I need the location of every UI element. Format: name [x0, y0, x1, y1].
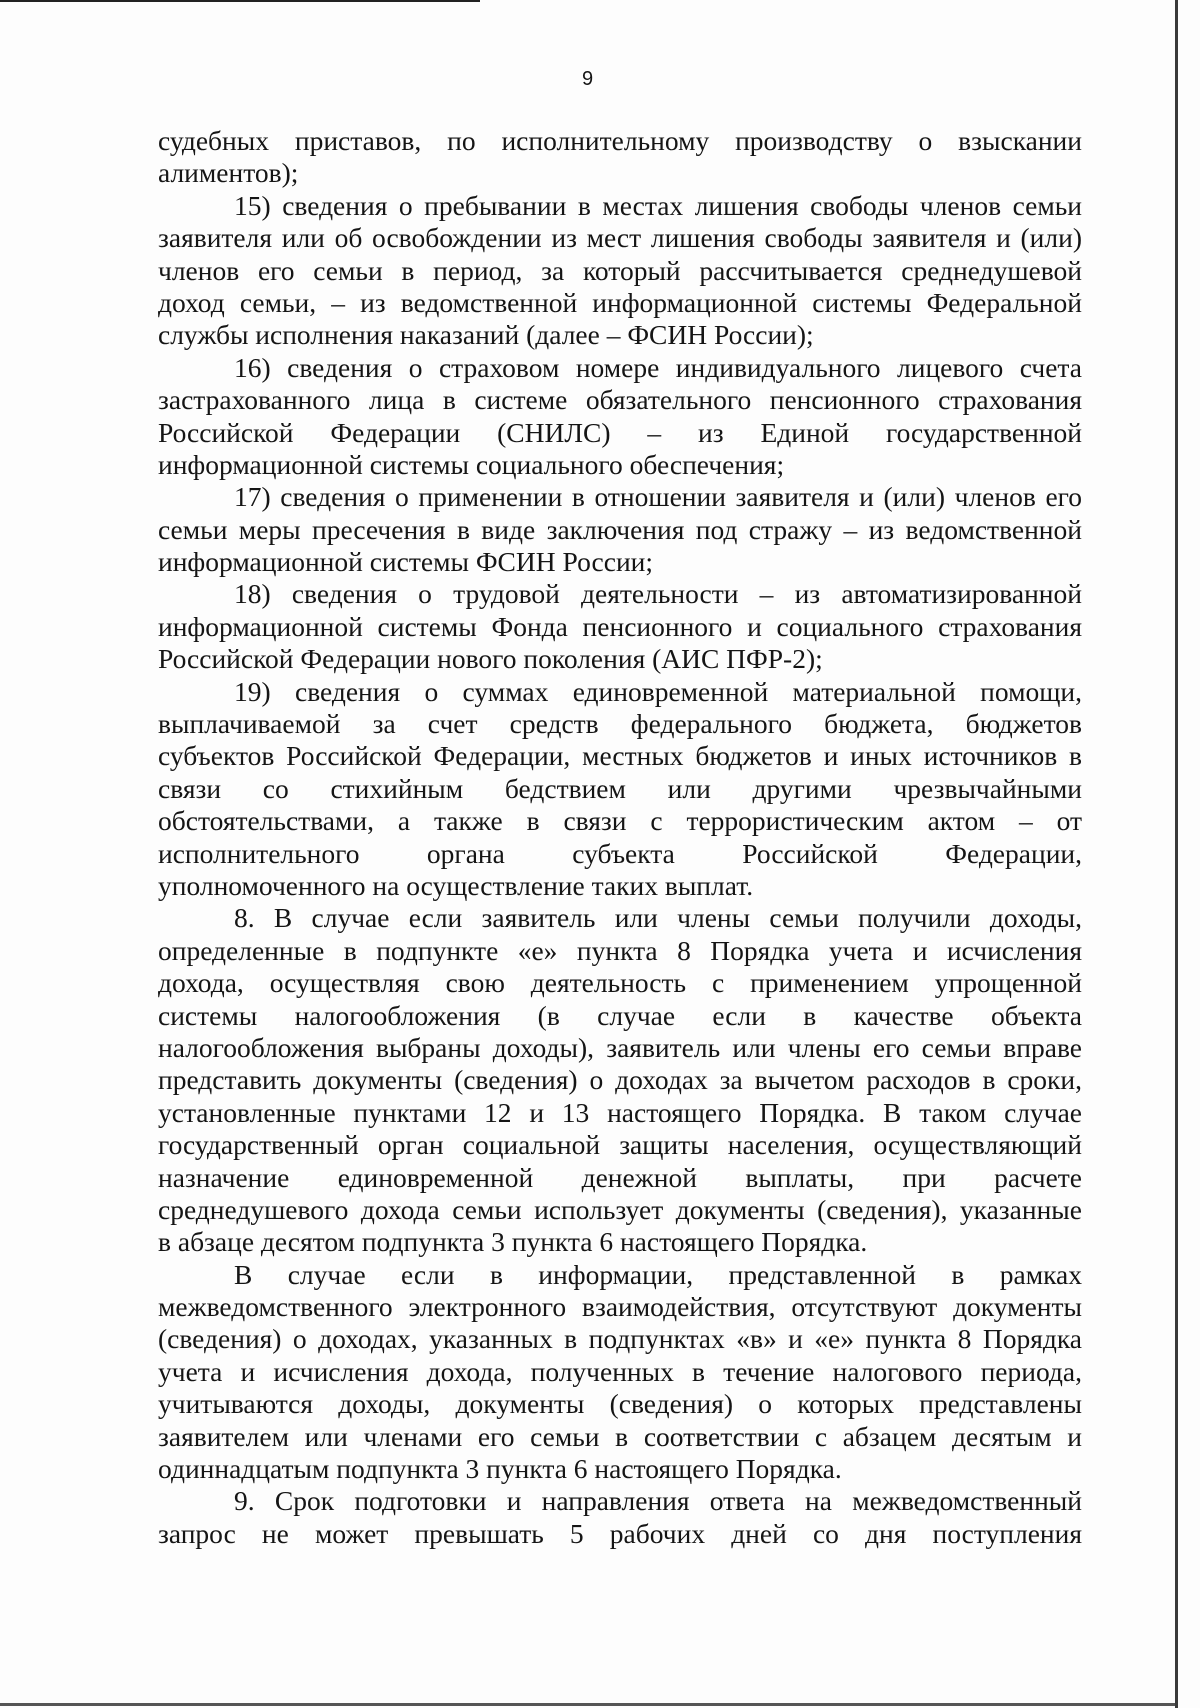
- text-line: 9. Срок подготовки и направления ответа на межведомственный: [234, 1485, 1082, 1517]
- text-line: информационной системы Фонда пенсионного и социального страхования: [158, 610, 1082, 642]
- text-line: выплачиваемой за счет средств федерального бюджета, бюджетов: [158, 708, 1082, 740]
- text-line: межведомственного электронного взаимодействия, отсутствуют документы: [158, 1291, 1082, 1323]
- text-line: одиннадцатым подпункта 3 пункта 6 настоящего Порядка.: [158, 1453, 842, 1485]
- text-line: информационной системы ФСИН России;: [158, 546, 654, 578]
- text-line: информационной системы социального обеспечения;: [158, 448, 785, 480]
- text-line: назначение единовременной денежной выплаты, при расчете: [158, 1161, 1082, 1193]
- text-line: 8. В случае если заявитель или члены семьи получили доходы,: [234, 902, 1082, 934]
- text-line: 15) сведения о пребывании в местах лишения свободы членов семьи: [234, 189, 1082, 221]
- scan-edge-right: [1175, 0, 1178, 1708]
- text-line: заявителя или об освобождении из мест лишения свободы заявителя и (или): [158, 222, 1082, 254]
- text-line: В случае если в информации, представленной в рамках: [234, 1258, 1082, 1290]
- text-line: обстоятельствами, а также в связи с террористическим актом – от: [158, 805, 1082, 837]
- text-line: алиментов);: [158, 157, 299, 189]
- text-line: доход семьи, – из ведомственной информационной системы Федеральной: [158, 286, 1082, 318]
- text-line: Российской Федерации нового поколения (АИС ПФР-2);: [158, 643, 823, 675]
- scan-edge-top: [0, 0, 480, 2]
- text-line: среднедушевого дохода семьи использует документы (сведения), указанные: [158, 1193, 1082, 1225]
- text-line: учитываются доходы, документы (сведения) о которых представлены: [158, 1388, 1082, 1420]
- text-line: 19) сведения о суммах единовременной материальной помощи,: [234, 675, 1082, 707]
- text-line: субъектов Российской Федерации, местных бюджетов и иных источников в: [158, 740, 1082, 772]
- text-line: исполнительного органа субъекта Российской Федерации,: [158, 837, 1082, 869]
- text-line: (сведения) о доходах, указанных в подпунктах «в» и «е» пункта 8 Порядка: [158, 1323, 1082, 1355]
- document-body: [158, 125, 1082, 1550]
- text-line: судебных приставов, по исполнительному производству о взыскании: [158, 125, 1082, 156]
- scan-edge-bottom: [0, 1703, 1175, 1706]
- text-line: государственный орган социальной защиты населения, осуществляющий: [158, 1129, 1082, 1161]
- text-line: учета и исчисления дохода, полученных в течение налогового периода,: [158, 1355, 1082, 1387]
- text-line: членов его семьи в период, за который рассчитывается среднедушевой: [158, 254, 1082, 286]
- text-line: 18) сведения о трудовой деятельности – из автоматизированной: [234, 578, 1082, 610]
- text-line: семьи меры пресечения в виде заключения под стражу – из ведомственной: [158, 513, 1082, 545]
- text-line: связи со стихийным бедствием или другими чрезвычайными: [158, 772, 1082, 804]
- text-line: Российской Федерации (СНИЛС) – из Единой государственной: [158, 416, 1082, 448]
- text-line: запрос не может превышать 5 рабочих дней со дня поступления: [158, 1517, 1082, 1549]
- text-line: службы исполнения наказаний (далее – ФСИН России);: [158, 319, 814, 351]
- text-line: 17) сведения о применении в отношении заявителя и (или) членов его: [234, 481, 1082, 513]
- text-line: установленные пунктами 12 и 13 настоящего Порядка. В таком случае: [158, 1096, 1082, 1128]
- text-line: застрахованного лица в системе обязательного пенсионного страхования: [158, 384, 1082, 416]
- text-line: представить документы (сведения) о доходах за вычетом расходов в сроки,: [158, 1064, 1082, 1096]
- text-line: системы налогообложения (в случае если в качестве объекта: [158, 999, 1082, 1031]
- text-line: налогообложения выбраны доходы), заявитель или члены его семьи вправе: [158, 1031, 1082, 1063]
- page-number: 9: [581, 68, 594, 90]
- text-line: 16) сведения о страховом номере индивидуального лицевого счета: [234, 351, 1082, 383]
- text-line: определенные в подпункте «е» пункта 8 Порядка учета и исчисления: [158, 934, 1082, 966]
- text-line: дохода, осуществляя свою деятельность с применением упрощенной: [158, 967, 1082, 999]
- text-line: уполномоченного на осуществление таких выплат.: [158, 869, 754, 901]
- text-line: в абзаце десятом подпункта 3 пункта 6 настоящего Порядка.: [158, 1226, 868, 1258]
- text-line: заявителем или членами его семьи в соответствии с абзацем десятым и: [158, 1420, 1082, 1452]
